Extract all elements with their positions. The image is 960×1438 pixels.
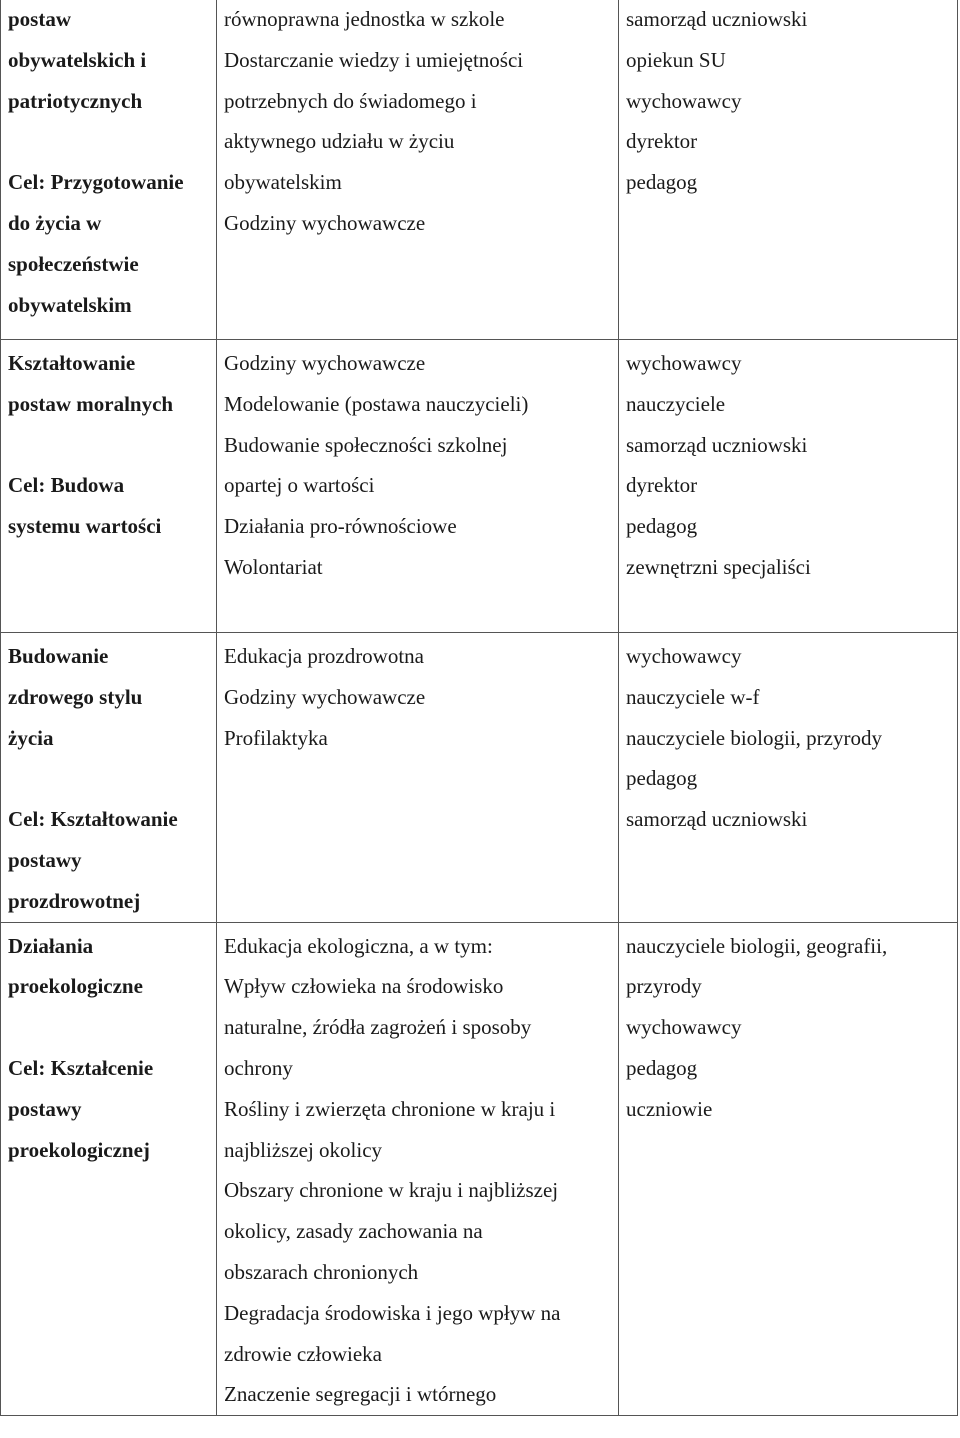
task-line: potrzebnych do świadomego i [224, 88, 477, 113]
task-line: Degradacja środowiska i jego wpływ na [224, 1300, 561, 1325]
tasks-cell [217, 922, 619, 1416]
goal-line: obywatelskim [8, 292, 132, 317]
responsible-line: samorząd uczniowski [626, 432, 808, 457]
task-line: Obszary chronione w kraju i najbliższej [224, 1178, 559, 1203]
tasks-cell [217, 0, 619, 340]
task-line: Dostarczanie wiedzy i umiejętności [224, 47, 524, 72]
area-line: Budowanie [8, 644, 109, 668]
task-line: opartej o wartości [224, 473, 375, 498]
table-row [1, 633, 958, 923]
goal-line: Cel: Budowa [8, 473, 125, 498]
responsible-line: uczniowie [626, 1096, 713, 1121]
responsible-line: opiekun SU [626, 47, 726, 72]
task-line: Edukacja prozdrowotna [224, 644, 425, 668]
responsible-line: wychowawcy [626, 1015, 742, 1040]
goal-line: postawy [8, 847, 82, 872]
task-line: najbliższej okolicy [224, 1137, 383, 1162]
responsible-cell [619, 922, 958, 1416]
task-line: Edukacja ekologiczna, a w tym: [224, 933, 493, 958]
task-line: zdrowie człowieka [224, 1341, 383, 1366]
responsible-line: wychowawcy [626, 351, 742, 375]
task-line: Godziny wychowawcze [224, 351, 426, 375]
responsible-line: dyrektor [626, 129, 698, 154]
goal-line: do życia w [8, 210, 102, 235]
goal-line: prozdrowotnej [8, 888, 141, 913]
area-line: obywatelskich i [8, 47, 147, 72]
task-line: Znaczenie segregacji i wtórnego [224, 1382, 497, 1407]
responsible-line: samorząd uczniowski [626, 807, 808, 832]
area-line: postaw [8, 7, 72, 31]
goal-line: Cel: Kształcenie [8, 1055, 154, 1080]
task-line: Godziny wychowawcze [224, 210, 426, 235]
responsible-line: samorząd uczniowski [626, 7, 808, 31]
responsible-line: dyrektor [626, 473, 698, 498]
area-cell [1, 633, 217, 923]
area-line: zdrowego stylu [8, 684, 143, 709]
responsible-line: nauczyciele [626, 391, 726, 416]
task-line: Profilaktyka [224, 725, 328, 750]
area-line: proekologiczne [8, 974, 143, 999]
area-cell [1, 0, 217, 340]
responsible-line: pedagog [626, 1055, 698, 1080]
goal-line: systemu wartości [8, 514, 162, 539]
task-line: aktywnego udziału w życiu [224, 129, 455, 154]
goal-line: Cel: Kształtowanie [8, 807, 178, 832]
responsible-line: przyrody [626, 974, 702, 999]
responsible-line: pedagog [626, 514, 698, 539]
task-line: Modelowanie (postawa nauczycieli) [224, 391, 529, 416]
area-line: życia [8, 725, 54, 750]
area-line: Kształtowanie [8, 351, 136, 375]
task-line: Budowanie społeczności szkolnej [224, 432, 508, 457]
responsible-line: nauczyciele biologii, przyrody [626, 725, 882, 750]
table-row [1, 340, 958, 633]
responsible-line: nauczyciele w-f [626, 684, 760, 709]
goal-line: proekologicznej [8, 1137, 150, 1162]
task-line: Wpływ człowieka na środowisko [224, 974, 504, 999]
task-line: Godziny wychowawcze [224, 684, 426, 709]
responsible-line: pedagog [626, 170, 698, 195]
table-row [1, 0, 958, 340]
responsible-line: zewnętrzni specjaliści [626, 554, 811, 579]
responsible-line: wychowawcy [626, 88, 742, 113]
area-cell [1, 922, 217, 1416]
responsible-cell [619, 0, 958, 340]
task-line: Wolontariat [224, 554, 323, 579]
goal-line: postawy [8, 1096, 82, 1121]
task-line: okolicy, zasady zachowania na [224, 1219, 483, 1244]
area-line: patriotycznych [8, 88, 143, 113]
table-row [1, 922, 958, 1416]
task-line: naturalne, źródła zagrożeń i sposoby [224, 1015, 532, 1040]
tasks-cell [217, 633, 619, 923]
responsible-line: nauczyciele biologii, geografii, [626, 933, 888, 958]
area-cell [1, 340, 217, 633]
goal-line: społeczeństwie [8, 251, 139, 276]
task-line: Działania pro-równościowe [224, 514, 457, 539]
area-line: postaw moralnych [8, 391, 174, 416]
task-line: ochrony [224, 1055, 293, 1080]
task-line: równoprawna jednostka w szkole [224, 7, 505, 31]
task-line: Rośliny i zwierzęta chronione w kraju i [224, 1096, 556, 1121]
responsible-cell [619, 633, 958, 923]
area-line: Działania [8, 933, 94, 958]
responsible-cell [619, 340, 958, 633]
task-line: obszarach chronionych [224, 1259, 419, 1284]
goal-line: Cel: Przygotowanie [8, 170, 184, 195]
responsible-line: wychowawcy [626, 644, 742, 668]
task-line: obywatelskim [224, 170, 342, 195]
tasks-cell [217, 340, 619, 633]
responsible-line: pedagog [626, 766, 698, 791]
